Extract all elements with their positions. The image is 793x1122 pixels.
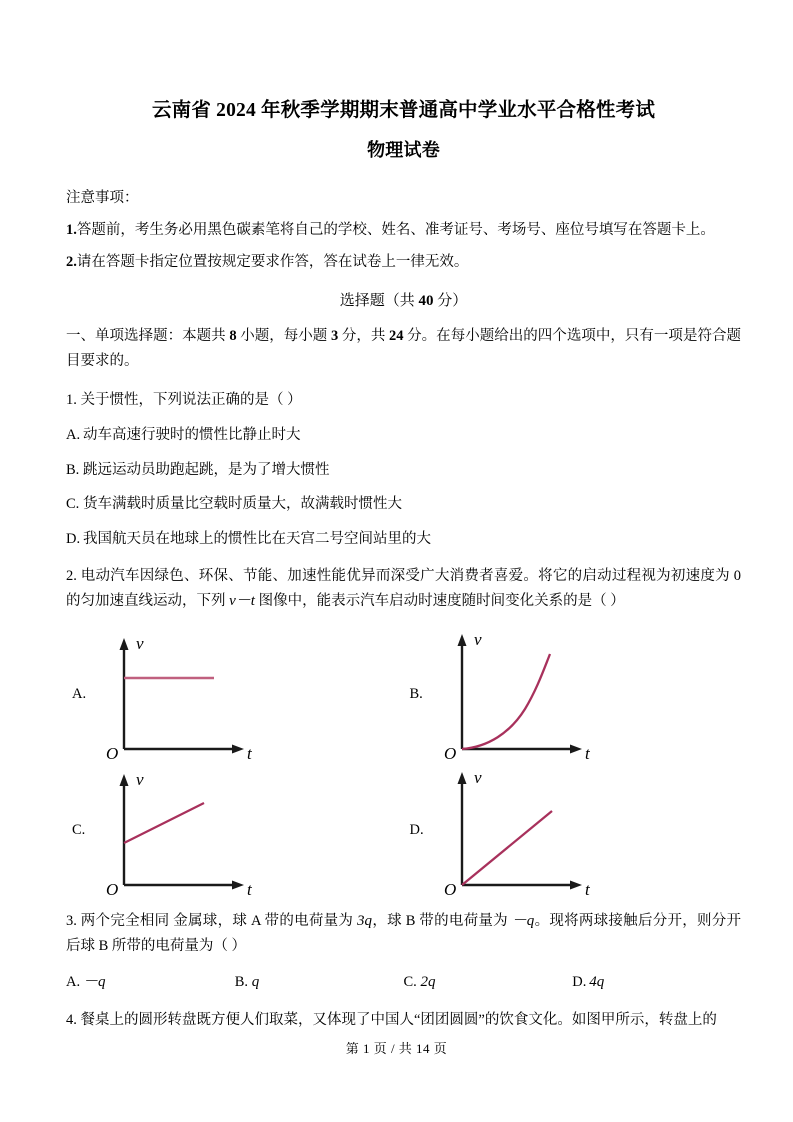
intro-count: 8 bbox=[229, 328, 237, 344]
option-text: 动车高速行驶时的惯性比静止时大 bbox=[83, 426, 301, 443]
option-text: 货车满载时质量比空载时质量大，故满载时惯性大 bbox=[83, 496, 402, 513]
option-math: 2q bbox=[420, 974, 436, 991]
intro-total: 24 bbox=[389, 328, 404, 344]
question-inline-math: －q bbox=[511, 912, 535, 929]
option-label: A. bbox=[66, 426, 81, 443]
figure-row-bottom bbox=[66, 763, 741, 899]
axis-label-t: t bbox=[247, 743, 252, 759]
vt-graph-d bbox=[430, 767, 615, 895]
curve-linear-origin bbox=[462, 811, 552, 885]
intro-part: 一、单项选择题：本题共 bbox=[66, 328, 230, 344]
option-label: B. bbox=[66, 461, 80, 478]
figure-row-top bbox=[66, 627, 741, 763]
question-2-figure-grid bbox=[66, 627, 741, 899]
notice-item bbox=[66, 220, 741, 242]
question-text: 。现将两球接触后分开，则分开后球 B 所带的电荷量为（ ） bbox=[66, 912, 742, 955]
section-intro bbox=[66, 324, 741, 374]
figure-label-a: A. bbox=[72, 686, 87, 703]
notice-item-text: 答题前，考生务必用黑色碳素笔将自己的学校、姓名、准考证号、考场号、座位号填写在答题卡上。 bbox=[76, 222, 715, 238]
x-axis-arrow bbox=[570, 880, 582, 889]
axis-label-v: v bbox=[136, 633, 144, 653]
question-1-option-d[interactable] bbox=[66, 529, 741, 551]
option-label: C. bbox=[66, 496, 80, 513]
notice-item-number: 2. bbox=[66, 253, 77, 270]
question-1-stem bbox=[66, 388, 741, 413]
vt-graph-b bbox=[430, 631, 615, 759]
notice-item-number: 1. bbox=[66, 222, 77, 238]
section-title-prefix: 选择题（共 bbox=[339, 292, 419, 309]
option-math: －q bbox=[83, 974, 106, 991]
question-3-option-b[interactable] bbox=[235, 971, 404, 994]
axis-label-t: t bbox=[584, 743, 590, 759]
axis-label-v: v bbox=[473, 767, 482, 787]
notice-item-text: 请在答题卡指定位置按规定要求作答，答在试卷上一律无效。 bbox=[76, 253, 469, 270]
axis-label-v: v bbox=[136, 769, 144, 789]
y-axis-arrow bbox=[457, 634, 466, 646]
page-title: 云南省 2024 年秋季学期期末普通高中学业水平合格性考试 bbox=[151, 100, 656, 121]
x-axis-arrow bbox=[570, 744, 582, 753]
question-text: 图像中，能表示汽车启动时速度随时间变化关系的是（ ） bbox=[254, 592, 625, 609]
question-3-options bbox=[66, 971, 741, 994]
option-label: D. bbox=[572, 974, 587, 991]
question-4-stem bbox=[66, 1008, 741, 1033]
intro-part: 分，共 bbox=[338, 328, 390, 344]
option-text: 我国航天员在地球上的惯性比在天宫二号空间站里的大 bbox=[83, 531, 431, 548]
y-axis-arrow bbox=[120, 774, 129, 786]
question-number: 2. bbox=[66, 567, 77, 584]
option-math: q bbox=[251, 974, 260, 991]
vt-graph-a bbox=[92, 631, 277, 759]
option-label: D. bbox=[66, 531, 81, 548]
notice-item bbox=[66, 252, 741, 274]
vt-graph-c bbox=[92, 767, 277, 895]
axis-label-t: t bbox=[247, 879, 252, 895]
x-axis-arrow bbox=[232, 880, 244, 889]
question-1-option-c[interactable] bbox=[66, 494, 741, 516]
origin-label: O bbox=[106, 743, 119, 759]
section-title bbox=[66, 290, 741, 313]
figure-label-d: D. bbox=[409, 822, 424, 839]
question-number: 3. bbox=[66, 912, 77, 929]
option-text: 跳远运动员助跑起跳，是为了增大惯性 bbox=[83, 461, 330, 478]
x-axis-arrow bbox=[232, 744, 244, 753]
page-footer: 第 1 页 / 共 14 页 bbox=[345, 1041, 448, 1056]
question-1-option-b[interactable] bbox=[66, 460, 741, 482]
axis-label-t: t bbox=[584, 879, 590, 895]
origin-label: O bbox=[443, 879, 456, 895]
question-text: 餐桌上的圆形转盘既方便人们取菜，又体现了中国人“团团圆圆”的饮食文化。如图甲所示，转盘上的 bbox=[80, 1012, 717, 1029]
option-label: C. bbox=[403, 974, 417, 991]
question-text: ，球 B 带的电荷量为 bbox=[372, 912, 512, 929]
question-2-stem bbox=[66, 564, 741, 615]
question-text: 两个完全相同 金属球，球 A 带的电荷量为 bbox=[80, 912, 358, 929]
origin-label: O bbox=[443, 743, 456, 759]
origin-label: O bbox=[106, 879, 119, 895]
question-number: 1. bbox=[66, 391, 77, 408]
question-text: 电动汽车因绿色、环保、节能、加速性能优异而深受广大消费者喜爱。将它的启动过程视为初速度为 0 的匀加速直线运动，下列 bbox=[66, 567, 742, 609]
option-label: A. bbox=[66, 974, 81, 991]
figure-label-c: C. bbox=[72, 822, 86, 839]
y-axis-arrow bbox=[457, 772, 466, 784]
question-text: 关于惯性，下列说法正确的是（ ） bbox=[80, 391, 302, 408]
notice-block bbox=[66, 188, 741, 273]
figure-label-b: B. bbox=[409, 686, 423, 703]
page-content bbox=[66, 0, 741, 1045]
question-3-stem bbox=[66, 909, 741, 960]
question-3-option-c[interactable] bbox=[404, 971, 573, 994]
question-inline-math: v－t bbox=[229, 592, 255, 609]
axis-label-v: v bbox=[473, 630, 482, 649]
figure-option-c[interactable] bbox=[66, 763, 404, 899]
page-subtitle: 物理试卷 bbox=[367, 140, 440, 161]
figure-option-b[interactable] bbox=[404, 627, 742, 763]
question-3-option-d[interactable] bbox=[572, 971, 741, 994]
section-title-suffix: 分） bbox=[433, 292, 468, 309]
intro-part: 分。在每小题给出的四个选项中，只有一项是符合题目要求的。 bbox=[66, 328, 741, 369]
curve-exponential bbox=[462, 654, 550, 749]
question-1-option-a[interactable] bbox=[66, 425, 741, 447]
intro-part: 小题，每小题 bbox=[236, 328, 331, 344]
y-axis-arrow bbox=[120, 638, 129, 650]
figure-option-a[interactable] bbox=[66, 627, 404, 763]
option-math: 4q bbox=[589, 974, 605, 991]
question-number: 4. bbox=[66, 1012, 77, 1029]
question-3-option-a[interactable] bbox=[66, 971, 235, 994]
section-title-score: 40 bbox=[418, 292, 434, 309]
curve-linear-offset bbox=[124, 803, 204, 843]
intro-points: 3 bbox=[330, 328, 339, 344]
notice-heading: 注意事项： bbox=[66, 190, 139, 207]
option-label: B. bbox=[234, 974, 249, 991]
figure-option-d[interactable] bbox=[404, 763, 742, 899]
question-inline-math: 3q bbox=[357, 912, 373, 929]
